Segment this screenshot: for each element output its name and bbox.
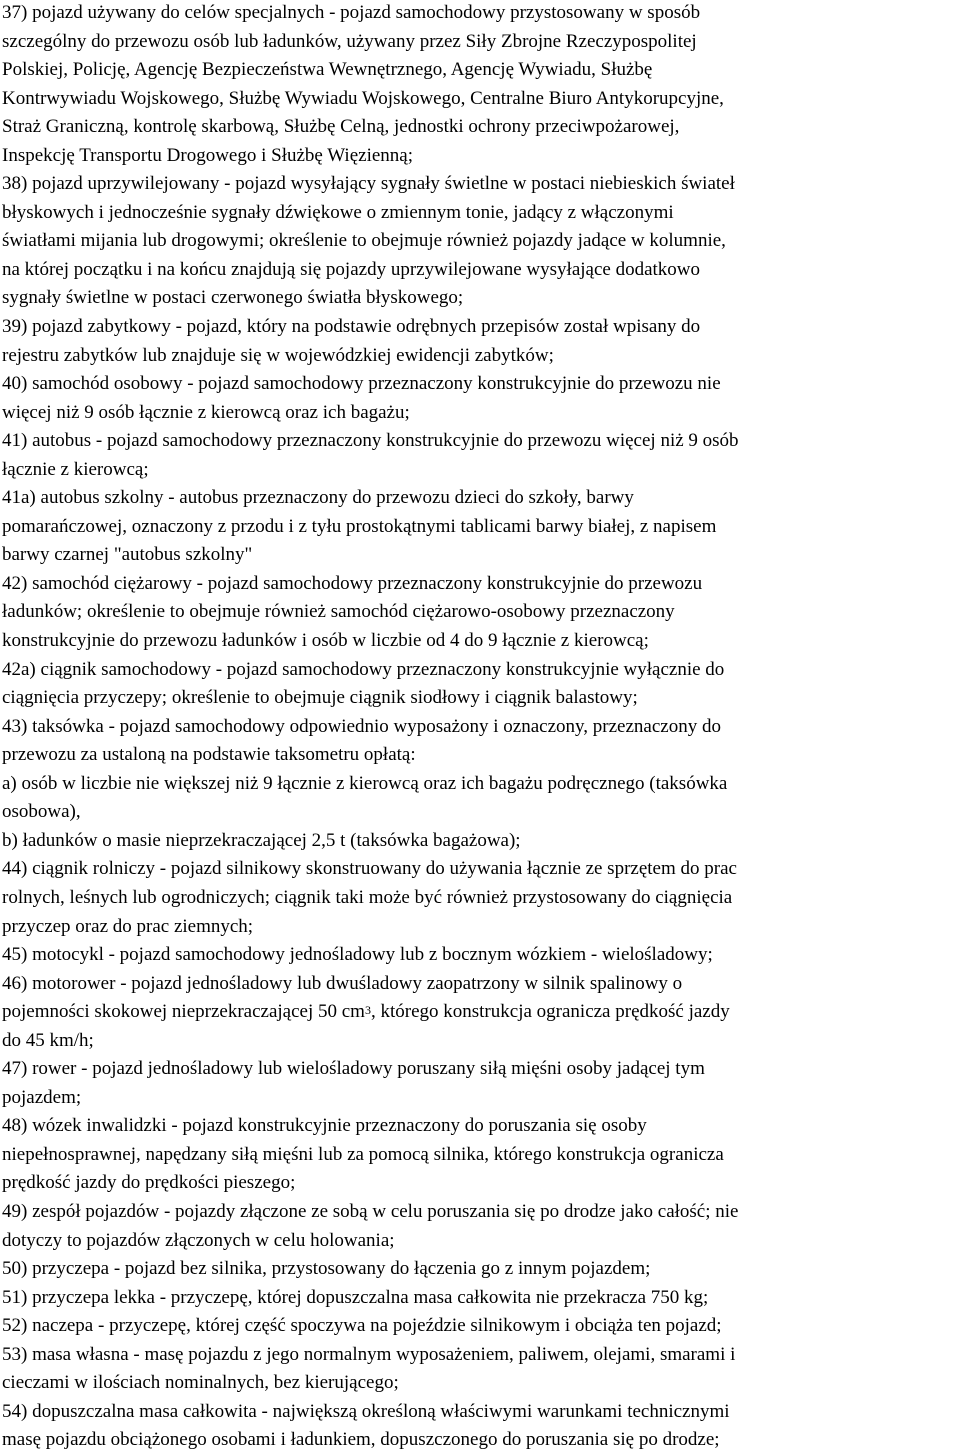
text-line: na której początku i na końcu znajdują się pojazdy uprzywilejowane wysyłające dodatkowo: [2, 258, 701, 280]
text-line: osobowa),: [2, 801, 81, 823]
text-line: 42) samochód ciężarowy - pojazd samochodowy przeznaczony konstrukcyjnie do przewozu: [2, 572, 703, 594]
text-line: 43) taksówka - pojazd samochodowy odpowiednio wyposażony i oznaczony, przeznaczony do: [2, 715, 721, 737]
text-line: 49) zespół pojazdów - pojazdy złączone ze sobą w celu poruszania się po drodze jako całość; nie: [2, 1200, 739, 1222]
text-line: [2, 998, 956, 1027]
text-line: 47) rower - pojazd jednośladowy lub wielośladowy poruszany siłą mięśni osoby jadącej tym: [2, 1058, 705, 1080]
text-line: przyczep oraz do prac ziemnych;: [2, 915, 254, 937]
text-line: ładunków; określenie to obejmuje również samochód ciężarowo-osobowy przeznaczony: [2, 601, 675, 623]
text-line: 39) pojazd zabytkowy - pojazd, który na podstawie odrębnych przepisów został wpisany do: [2, 316, 701, 338]
text-line: 41) autobus - pojazd samochodowy przeznaczony konstrukcyjnie do przewozu więcej niż 9 osób: [2, 430, 739, 452]
text-line: 50) przyczepa - pojazd bez silnika, przystosowany do łączenia go z innym pojazdem;: [2, 1258, 651, 1280]
text-line: przewozu za ustaloną na podstawie taksometru opłatą:: [2, 744, 416, 766]
text-line: 40) samochód osobowy - pojazd samochodowy przeznaczony konstrukcyjnie do przewozu nie: [2, 373, 721, 395]
text-line: błyskowych i jednocześnie sygnały dźwiękowe o zmiennym tonie, jadący z włączonymi: [2, 201, 674, 223]
superscript-exponent: 3: [364, 1003, 371, 1018]
text-line: pojazdem;: [2, 1086, 82, 1108]
text-line: światłami mijania lub drogowymi; określenie to obejmuje również pojazdy jadące w kolumnie,: [2, 230, 726, 252]
text-line: Straż Graniczną, kontrolę skarbową, Służbę Celną, jednostki ochrony przeciwpożarowej,: [2, 116, 680, 138]
text-line: 53) masa własna - masę pojazdu z jego normalnym wyposażeniem, paliwem, olejami, smarami i: [2, 1343, 736, 1365]
text-line: masę pojazdu obciążonego osobami i ładunkiem, dopuszczonego do poruszania się po drodze;: [2, 1429, 720, 1451]
text-line: szczególny do przewozu osób lub ładunków, używany przez Siły Zbrojne Rzeczypospolitej: [2, 30, 697, 52]
text-line: a) osób w liczbie nie większej niż 9 łącznie z kierowcą oraz ich bagażu podręcznego (taksówka: [2, 772, 728, 794]
text-line: 38) pojazd uprzywilejowany - pojazd wysyłający sygnały świetlne w postaci niebieskich świateł: [2, 173, 735, 195]
text-line: b) ładunków o masie nieprzekraczającej 2,5 t (taksówka bagażowa);: [2, 829, 521, 851]
text-segment: , którego konstrukcja ogranicza prędkość jazdy: [370, 1001, 730, 1023]
text-line: Inspekcję Transportu Drogowego i Służbę Więzienną;: [2, 144, 413, 166]
text-line: niepełnosprawnej, napędzany siłą mięśni lub za pomocą silnika, którego konstrukcja ogranicza: [2, 1143, 724, 1165]
text-line: prędkość jazdy do prędkości pieszego;: [2, 1172, 296, 1194]
text-segment: pojemności skokowej nieprzekraczającej 50 cm: [2, 1001, 365, 1023]
text-line: 52) naczepa - przyczepę, której część spoczywa na pojeździe silnikowym i obciąża ten pojazd;: [2, 1315, 722, 1337]
text-line: pomarańczowej, oznaczony z przodu i z tyłu prostokątnymi tablicami barwy białej, z napisem: [2, 515, 717, 537]
text-line: ciągnięcia przyczepy; określenie to obejmuje ciągnik siodłowy i ciągnik balastowy;: [2, 687, 638, 709]
text-line: więcej niż 9 osób łącznie z kierowcą oraz ich bagażu;: [2, 401, 410, 423]
text-line: cieczami w ilościach nominalnych, bez kierującego;: [2, 1372, 399, 1394]
text-line: rolnych, leśnych lub ogrodniczych; ciągnik taki może być również przystosowany do ciągnięcia: [2, 886, 733, 908]
text-line: konstrukcyjnie do przewozu ładunków i osób w liczbie od 4 do 9 łącznie z kierowcą;: [2, 630, 649, 652]
text-line: 54) dopuszczalna masa całkowita - największą określoną właściwymi warunkami technicznymi: [2, 1400, 730, 1422]
text-line: do 45 km/h;: [2, 1029, 94, 1051]
text-line: 46) motorower - pojazd jednośladowy lub dwuśladowy zaopatrzony w silnik spalinowy o: [2, 972, 683, 994]
text-line: Kontrwywiadu Wojskowego, Służbę Wywiadu Wojskowego, Centralne Biuro Antykorupcyjne,: [2, 87, 724, 109]
text-line: 44) ciągnik rolniczy - pojazd silnikowy skonstruowany do używania łącznie ze sprzętem do prac: [2, 858, 737, 880]
text-line: 51) przyczepa lekka - przyczepę, której dopuszczalna masa całkowita nie przekracza 750 kg;: [2, 1286, 709, 1308]
text-line: dotyczy to pojazdów złączonych w celu holowania;: [2, 1229, 395, 1251]
text-line: 45) motocykl - pojazd samochodowy jednośladowy lub z bocznym wózkiem - wielośladowy;: [2, 944, 713, 966]
text-line: Polskiej, Policję, Agencję Bezpieczeństwa Wewnętrznego, Agencję Wywiadu, Służbę: [2, 59, 653, 81]
text-line: 42a) ciągnik samochodowy - pojazd samochodowy przeznaczony konstrukcyjnie wyłącznie do: [2, 658, 725, 680]
text-line: 41a) autobus szkolny - autobus przeznaczony do przewozu dzieci do szkoły, barwy: [2, 487, 634, 509]
text-line: 48) wózek inwalidzki - pojazd konstrukcyjnie przeznaczony do poruszania się osoby: [2, 1115, 647, 1137]
text-line: łącznie z kierowcą;: [2, 458, 149, 480]
text-line: 37) pojazd używany do celów specjalnych - pojazd samochodowy przystosowany w sposób: [2, 2, 701, 23]
text-line: barwy czarnej "autobus szkolny": [2, 544, 253, 566]
text-line: sygnały świetlne w postaci czerwonego światła błyskowego;: [2, 287, 464, 309]
text-line: rejestru zabytków lub znajduje się w wojewódzkiej ewidencji zabytków;: [2, 344, 554, 366]
